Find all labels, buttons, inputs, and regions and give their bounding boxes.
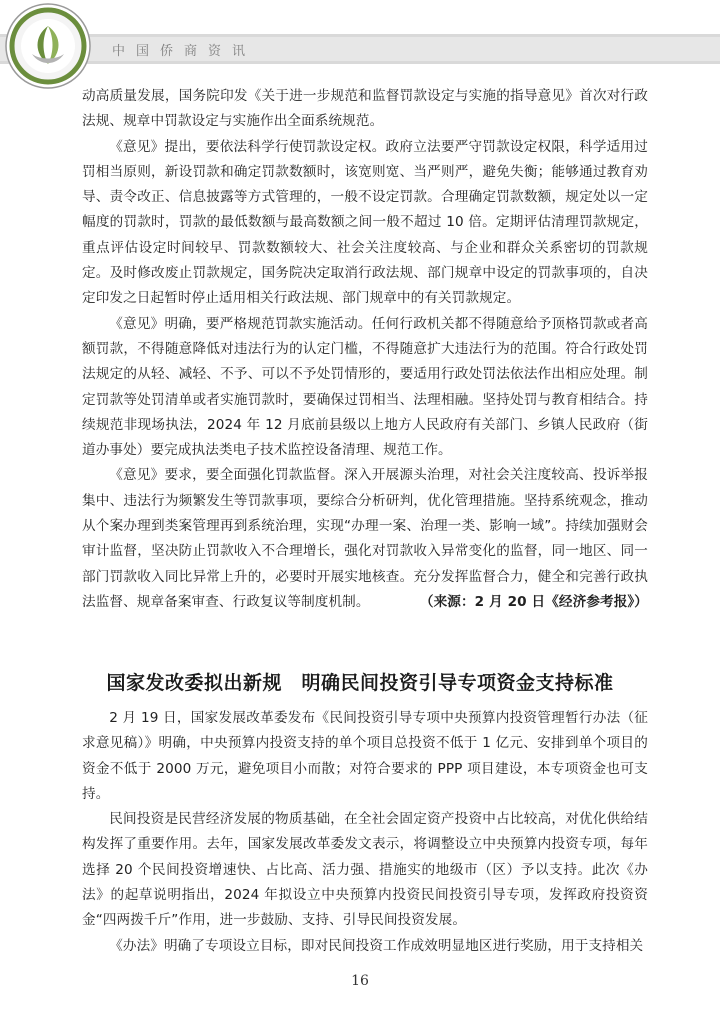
header-title: 中国侨商资讯: [112, 44, 257, 59]
logo-emblem-icon: [4, 2, 92, 90]
article-1-paragraph: [82, 463, 648, 615]
article-1-paragraph: 《意见》提出，要依法科学行使罚款设定权。政府立法要严守罚款设定权限，科学适用过罚相当原则，新设罚款和确定罚款数额时，该宽则宽、当严则严，避免失衡；能够通过教育劝导、责令改正、信息披露等方式管理的，一般不设定罚款。合理确定罚款数额，规定处以一定幅度的罚款时，罚款的最低数额与最高数额之间一般不超过 10 倍。定期评估清理罚款规定，重点评估设定时间较早、罚款数额较大、社会关注度较高、与企业和群众关系密切的罚款规定。及时修改废止罚款规定，国务院决定取消行政法规、部门规章中设定的罚款事项的，自决定印发之日起暂时停止适用相关行政法规、部门规章中的有关罚款规定。: [82, 138, 648, 307]
article-1-source: （来源：2 月 20 日《经济参考报》）: [419, 593, 648, 610]
header-band-inner: [0, 37, 720, 61]
article-1-paragraph: 《意见》明确，要严格规范罚款实施活动。任何行政机关都不得随意给予顶格罚款或者高额罚款，不得随意降低对违法行为的认定门槛，不得随意扩大违法行为的范围。符合行政处罚法规定的从轻、减轻、不予、可以不予处罚情形的，要适用行政处罚法依法作出相应处理。制定罚款等处罚清单或者实施罚款时，要确保过罚相当、法理相融。坚持处罚与教育相结合。持续规范非现场执法，2024 年 12 月底前县级以上地方人民政府有关部门、乡镇人民政府（街道办事处）要完成执法类电子技术监控设备清理、规范工作。: [82, 315, 648, 459]
article-2-paragraph: 《办法》明确了专项设立目标，即对民间投资工作成效明显地区进行奖励，用于支持相关: [109, 937, 644, 954]
article-1-paragraph: 动高质量发展，国务院印发《关于进一步规范和监督罚款设定与实施的指导意见》首次对行政法规、规章中罚款设定与实施作出全面系统规范。: [82, 88, 648, 130]
article-1-body: [82, 84, 648, 615]
article-1-paragraph-text: 《意见》要求，要全面强化罚款监督。深入开展源头治理，对社会关注度较高、投诉举报集中、违法行为频繁发生等罚款事项，要综合分析研判，优化管理措施。坚持系统观念，推动从个案办理到类案管理再到系统治理，实现“办理一案、治理一类、影响一域”。持续加强财会审计监督，坚决防止罚款收入不合理增长，强化对罚款收入异常变化的监督，同一地区、同一部门罚款收入同比异常上升的，必要时开展实地核查。充分发挥监督合力，健全和完善行政执法监督、规章备案审查、行政复议等制度机制。: [82, 467, 648, 610]
page-number: 16: [351, 973, 369, 989]
article-2-paragraph: 2 月 19 日，国家发展改革委发布《民间投资引导专项中央预算内投资管理暂行办法（征求意见稿）》明确，中央预算内投资支持的单个项目总投资不低于 1 亿元、安排到单个项目的资金不低于 2000 万元，避免项目小而散；对符合要求的 PPP 项目建设，本专项资金也可支持。: [82, 710, 648, 802]
article-2-body: [82, 706, 648, 959]
article-2-title: 国家发改委拟出新规 明确民间投资引导专项资金支持标准: [106, 672, 614, 694]
article-2-paragraph: 民间投资是民营经济发展的物质基础，在全社会固定资产投资中占比较高，对优化供给结构发挥了重要作用。去年，国家发展改革委发文表示，将调整设立中央预算内投资专项，每年选择 20 个民间投资增速快、占比高、活力强、措施实的地级市（区）予以支持。此次《办法》的起草说明指出，2024 年拟设立中央预算内投资民间投资引导专项，发挥政府投资资金“四两拨千斤”作用，进一步鼓励、支持、引导民间投资发展。: [82, 811, 648, 929]
